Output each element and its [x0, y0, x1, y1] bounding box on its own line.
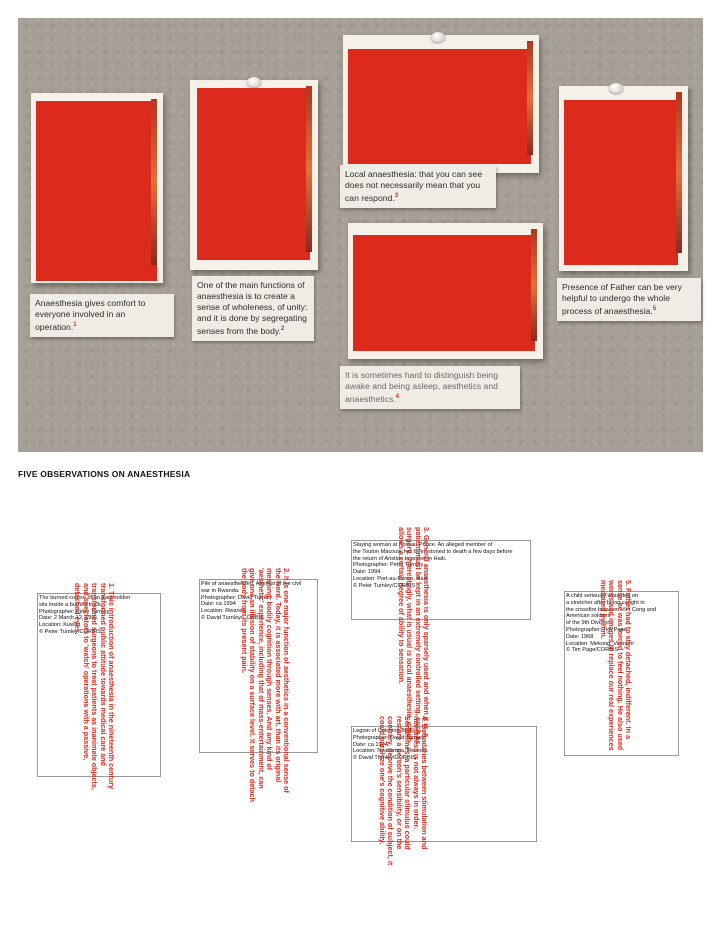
photo-credit-3: Slaying woman at Port-au-Prince. An alleged member of the Touton Macoute has been stoned to death a few days before the return of Aristide to power in Haiti. Photographer: Peter Turnley Date: 1994 Location: Port-au-Prince, Haiti © Peter Turnley/CORBIS: [353, 542, 513, 589]
pin-icon: [609, 83, 623, 93]
caption-3: [340, 165, 496, 208]
print-edge: [527, 41, 533, 155]
caption-number: 3: [394, 193, 399, 199]
photo-4: [348, 223, 543, 359]
photo-1: [31, 93, 163, 283]
observation-text-3: 3. General anaesthesia is only sparsely used and when it is, a patient must be kept in an extremely controlled setting, such as surgery. Interestingly, what is usual is local anaesthesia, which allows a certain degree of ability to sensation.: [396, 527, 431, 745]
print-edge: [151, 99, 157, 265]
caption-2: [192, 276, 314, 341]
caption-number: 5: [652, 306, 657, 312]
caption-number: 2: [280, 326, 285, 332]
red-print: [36, 101, 157, 281]
photo-5: [559, 86, 688, 271]
caption-text: Local anaesthesia: that you can see does not necessarily mean that you can respond.: [345, 169, 483, 203]
caption-text: One of the main functions of anaesthesia is to create a sense of wholeness, of unity: and it is done by segregating senses from the body.: [197, 280, 308, 336]
photo-2: [190, 80, 318, 270]
pin-icon: [247, 77, 261, 87]
caption-text: It is sometimes hard to distinguish being awake and being asleep, aesthetics and anaesthetics.: [345, 370, 498, 404]
photo-credit-4: Legion of Catching Birds. Photographer: David Turnley Date: ca 1994 Location: Nyabimata, Rwanda © David Turnley/CORBIS: [353, 728, 428, 762]
pin-icon: [431, 32, 445, 42]
print-edge: [676, 92, 682, 253]
observation-text-4: 4. Boundaries between stimulation and numbness is not always in order. Sometimes, a particular stimulus could restore a person's sensibility, or on the contrary, deprive the condition of subject, it could paralyze one's cognitive ability.: [377, 716, 429, 866]
red-print: [353, 235, 535, 351]
pinboard: [18, 18, 703, 452]
caption-4: [340, 366, 520, 409]
caption-5: [557, 278, 701, 321]
caption-text: Anaesthesia gives comfort to everyone involved in an operation.: [35, 298, 146, 332]
photo-credit-5: A child seriously wounded on a stretcher after being caught in the crossfire between Viet Cong and American soldiers of the 9th Division. Photographer: Tim Page Date: 1968 Location: Mekong, Vietnam © Tim Page/CORBIS: [566, 593, 657, 654]
print-edge: [306, 86, 312, 252]
caption-1: [30, 294, 174, 337]
red-print: [564, 100, 678, 265]
red-print: [197, 88, 310, 260]
caption-number: 1: [73, 322, 77, 328]
observation-text-1: 1. This introduction of anaesthesia in the nineteenth century transformed public attitude towards medical care and transformed surgeons to treat patients as inanimate objects, and spectators to 'watch' operations with a passive, detached eyes.: [73, 583, 116, 790]
caption-number: 4: [395, 394, 399, 400]
observation-text-2: 2. It is one major function of aesthetics in a conventional sense of the word. Today, it is associated more with art, than its original meaning, bodily cognition through senses. And any kind of 'aesthetic' experience, including that of mass-entertainment, can give one an illusion of stability on a surface level. It serves to detach the body from its present pain.: [239, 568, 291, 803]
photo-3: [343, 35, 539, 173]
observation-text-5: 5. Father had to stay detached, indifferent. In a sense he was forced to feel nothing. He also used words and images to replace our real experiences mediated by him.: [598, 580, 633, 751]
photo-credit-1: The burned corpse of an Iraqi soldier sits inside a burned truck. Photographer: Peter Turnley Date: 2 March 12, 1991 Location: Kuwait © Peter Turnley/CORBIS: [39, 595, 131, 635]
section-title: FIVE OBSERVATIONS ON ANAESTHESIA: [18, 469, 191, 479]
red-print: [348, 49, 531, 164]
photo-credit-2: Pile of anaesthetized, Attempt of the civil war in Rwanda. Photographer: David Turnley Date: ca 1994 Location: Rwanda © David Turnley/CORBIS: [201, 581, 302, 621]
print-edge: [531, 229, 537, 341]
caption-text: Presence of Father can be very helpful to undergo the whole process of anaesthesia.: [562, 282, 682, 316]
